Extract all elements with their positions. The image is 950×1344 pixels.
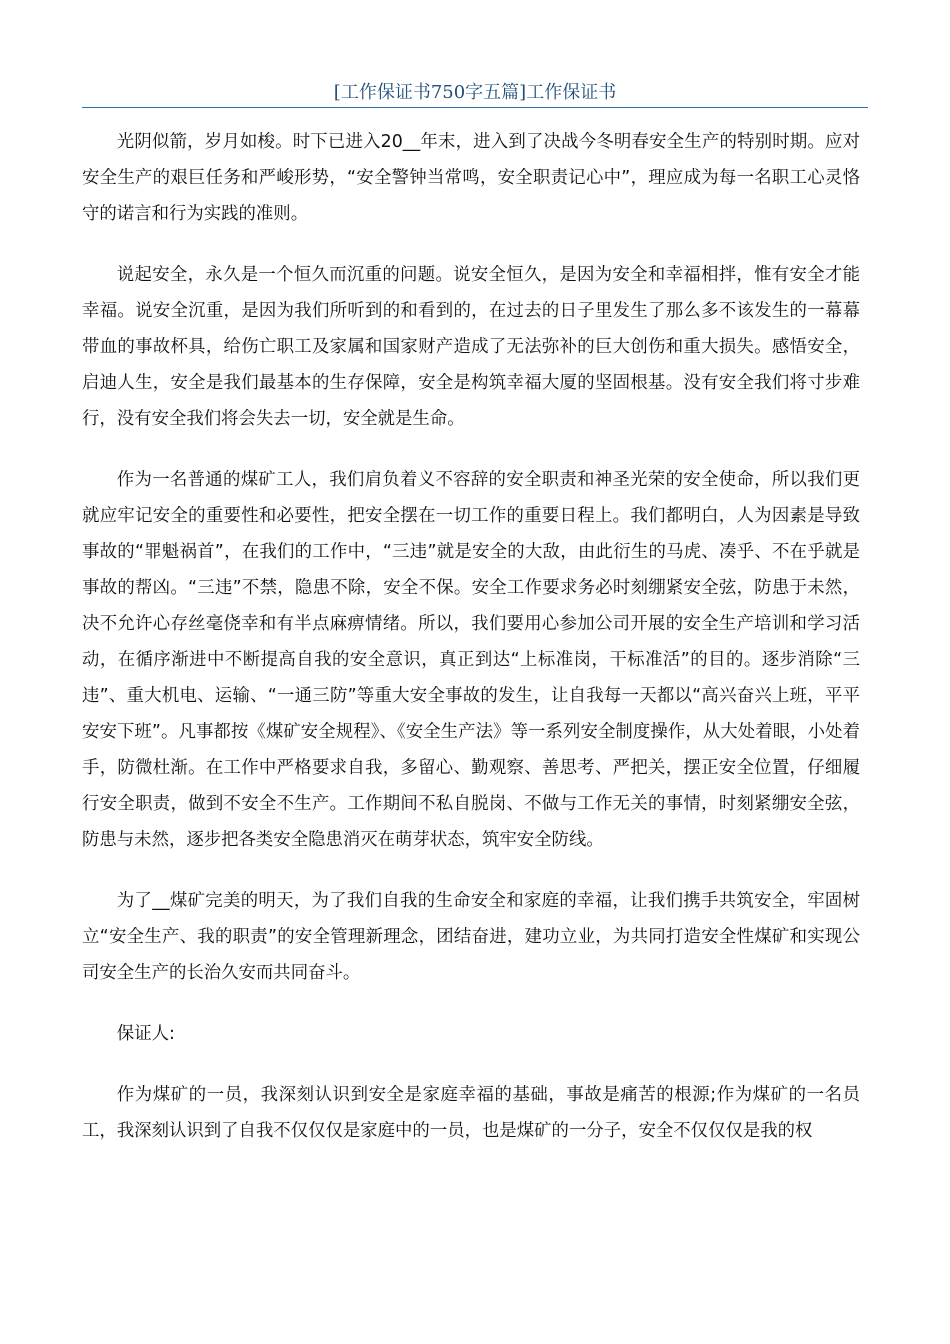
paragraph-guarantor-label: 保证人: [116, 1024, 175, 1044]
paragraph-call-to-action: 为了__煤矿完美的明天，为了我们自我的生命安全和家庭的幸福，让我们携手共筑安全，牢固树立“安全生产、我的职责”的安全管理新理念，团结奋进，建功立业，为共同打造安全性煤矿和实现公司安全生产的长治久安而共同奋斗。 [82, 891, 860, 983]
paragraph-miner-duty: 作为一名普通的煤矿工人，我们肩负着义不容辞的安全职责和神圣光荣的安全使命，所以我们更就应牢记安全的重要性和必要性，把安全摆在一切工作的重要日程上。我们都明白，人为因素是导致事故的“罪魁祸首”，在我们的工作中，“三违”就是安全的大敌，由此衍生的马虎、凑乎、不在乎就是事故的帮凶。“三违”不禁，隐患不除，安全不保。安全工作要求务必时刻绷紧安全弦，防患于未然，决不允许心存丝毫侥幸和有半点麻痹情绪。所以，我们要用心参加公司开展的安全生产培训和学习活动，在循序渐进中不断提高自我的安全意识，真正到达“上标准岗，干标准活”的目的。逐步消除“三违”、重大机电、运输、“一通三防”等重大安全事故的发生，让自我每一天都以“高兴奋兴上班，平平安安下班”。凡事都按《煤矿安全规程》、《安全生产法》等一系列安全制度操作，从大处着眼，小处着手，防微杜渐。在工作中严格要求自我，多留心、勤观察、善思考、严把关，摆正安全位置，仔细履行安全职责，做到不安全不生产。工作期间不私自脱岗、不做与工作无关的事情，时刻紧绷安全弦，防患与未然，逐步把各类安全隐患消灭在萌芽状态，筑牢安全防线。 [82, 470, 860, 850]
header-divider [82, 107, 868, 108]
document-body [82, 124, 860, 1174]
paragraph-safety-meaning: 说起安全，永久是一个恒久而沉重的问题。说安全恒久，是因为安全和幸福相拌，惟有安全才能幸福。说安全沉重，是因为我们所听到的和看到的，在过去的日子里发生了那么多不该发生的一幕幕带血的事故杯具，给伤亡职工及家属和国家财产造成了无法弥补的巨大创伤和重大损失。感悟安全，启迪人生，安全是我们最基本的生存保障，安全是构筑幸福大厦的坚固根基。没有安全我们将寸步难行，没有安全我们将会失去一切，安全就是生命。 [82, 265, 860, 429]
paragraph-second-pledge: 作为煤矿的一员，我深刻认识到安全是家庭幸福的基础，事故是痛苦的根源;作为煤矿的一名员工，我深刻认识到了自我不仅仅仅是家庭中的一员，也是煤矿的一分子，安全不仅仅仅是我的权 [82, 1085, 860, 1141]
paragraph-intro: 光阴似箭，岁月如梭。时下已进入20__年末，进入到了决战今冬明春安全生产的特别时期。应对安全生产的艰巨任务和严峻形势，“安全警钟当常鸣，安全职责记心中”，理应成为每一名职工心灵恪守的诺言和行为实践的准则。 [82, 132, 860, 224]
page-header-title: [工作保证书750字五篇]工作保证书 [333, 82, 617, 103]
